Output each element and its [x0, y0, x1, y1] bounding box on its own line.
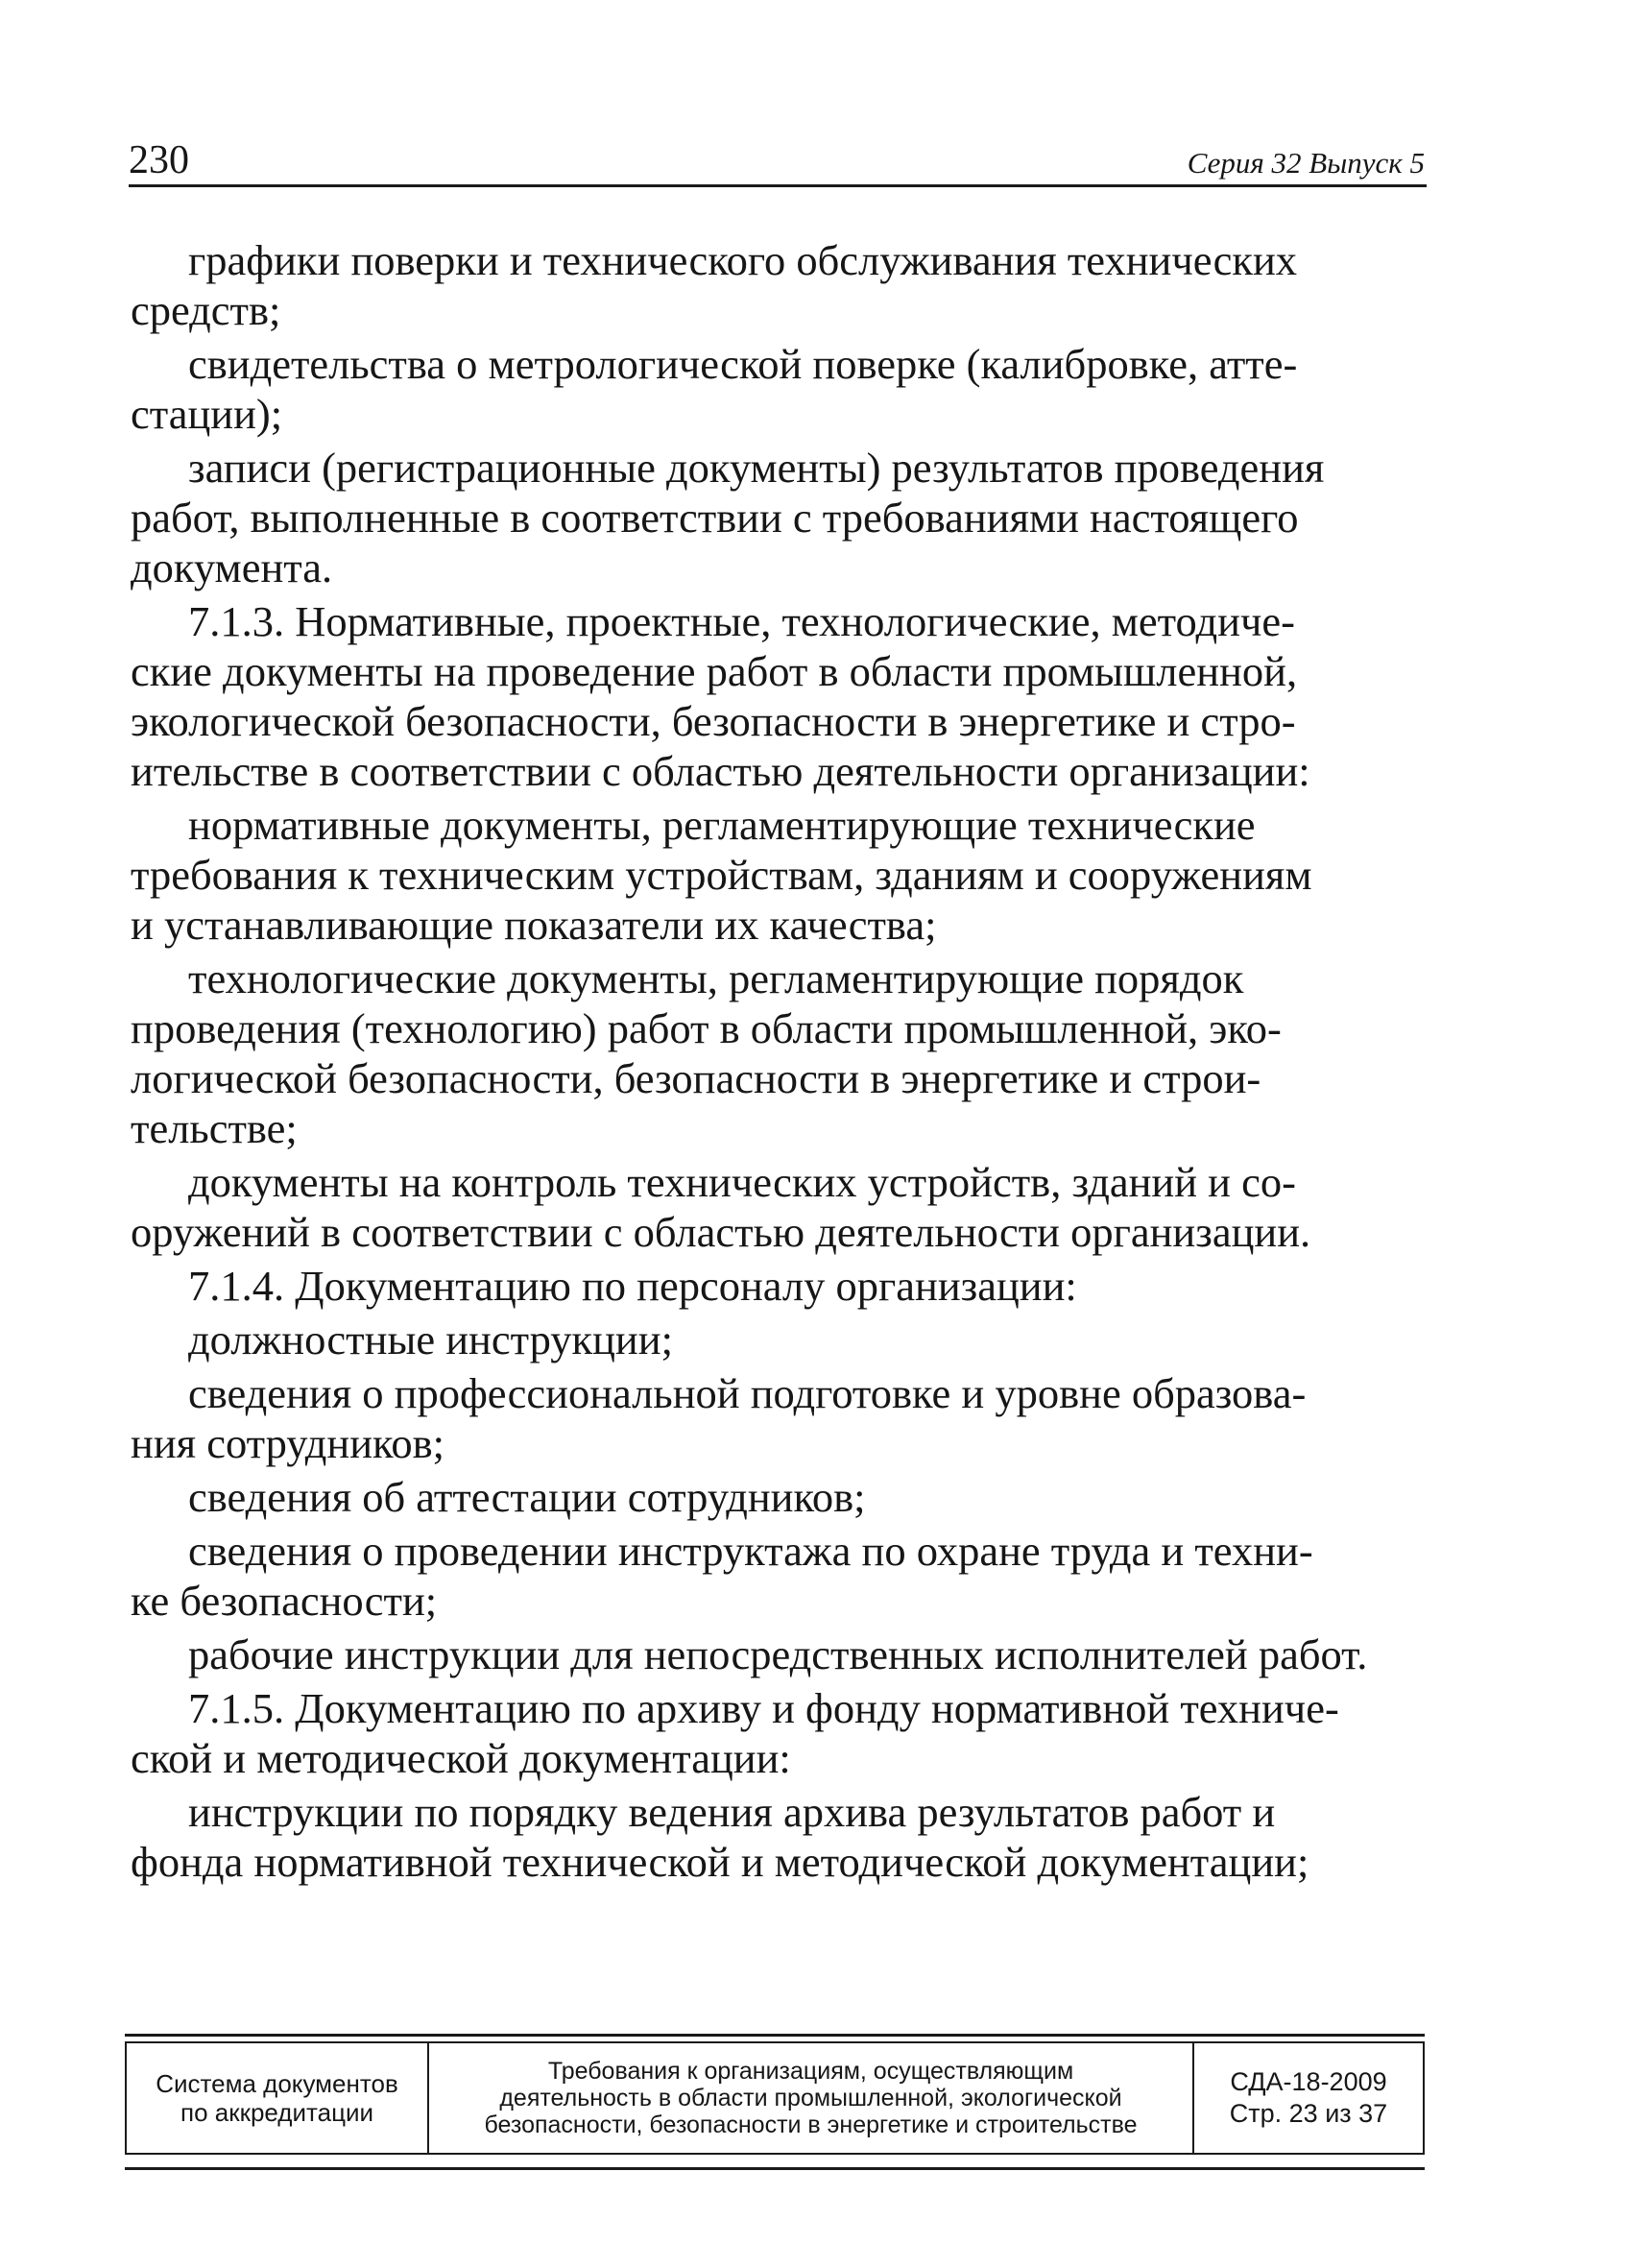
footer-document-code: СДА-18-2009 Стр. 23 из 37 — [1194, 2041, 1425, 2155]
paragraph: документы на контроль технических устройств, зданий и со- оружений в соответствии с областью деятельности организации. — [131, 1158, 1311, 1256]
paragraph: рабочие инструкции для непосредственных исполнителей работ. — [188, 1630, 1368, 1678]
paragraph: нормативные документы, регламентирующие технические требования к техническим устройствам, зданиям и сооружениям и устанавливающие показатели их качества; — [131, 801, 1312, 949]
footer-document-title: Требования к организациям, осуществляющим деятельность в области промышленной, экологической безопасности, безопасности в энергетике и строительстве — [429, 2041, 1194, 2155]
paragraph: 7.1.5. Документацию по архиву и фонду нормативной техниче- ской и методической документации: — [131, 1684, 1339, 1782]
page-header — [129, 134, 1427, 187]
paragraph: 7.1.4. Документацию по персоналу организации: — [188, 1262, 1077, 1310]
paragraph: сведения об аттестации сотрудников; — [188, 1473, 866, 1521]
footer-system-name: Система документов по аккредитации — [125, 2041, 429, 2155]
series-title: Серия 32 Выпуск 5 — [1187, 146, 1425, 180]
paragraph: сведения о проведении инструктажа по охране труда и техни- ке безопасности; — [131, 1527, 1313, 1625]
paragraph: инструкции по порядку ведения архива результатов работ и фонда нормативной технической и методической документации; — [131, 1788, 1309, 1886]
paragraph: 7.1.3. Нормативные, проектные, технологические, методиче- ские документы на проведение работ в области промышленной, экологической безопасности, безопасности в энергетике и стро- ительстве в соответствии с областью деятельности организации: — [131, 597, 1310, 795]
paragraph: свидетельства о метрологической поверке (калибровке, атте- стации); — [131, 340, 1298, 438]
paragraph: технологические документы, регламентирующие порядок проведения (технологию) работ в области промышленной, эко- логической безопасности, безопасности в энергетике и строи- тельстве; — [131, 954, 1282, 1152]
paragraph: графики поверки и технического обслуживания технических средств; — [131, 236, 1298, 334]
page-footer — [125, 2034, 1425, 2170]
page-number: 230 — [129, 138, 189, 182]
paragraph: записи (регистрационные документы) результатов проведения работ, выполненные в соответствии с требованиями настоящего документа. — [131, 444, 1325, 591]
document-body — [131, 235, 1427, 1891]
paragraph: сведения о профессиональной подготовке и уровне образова- ния сотрудников; — [131, 1369, 1307, 1467]
paragraph: должностные инструкции; — [188, 1315, 673, 1363]
